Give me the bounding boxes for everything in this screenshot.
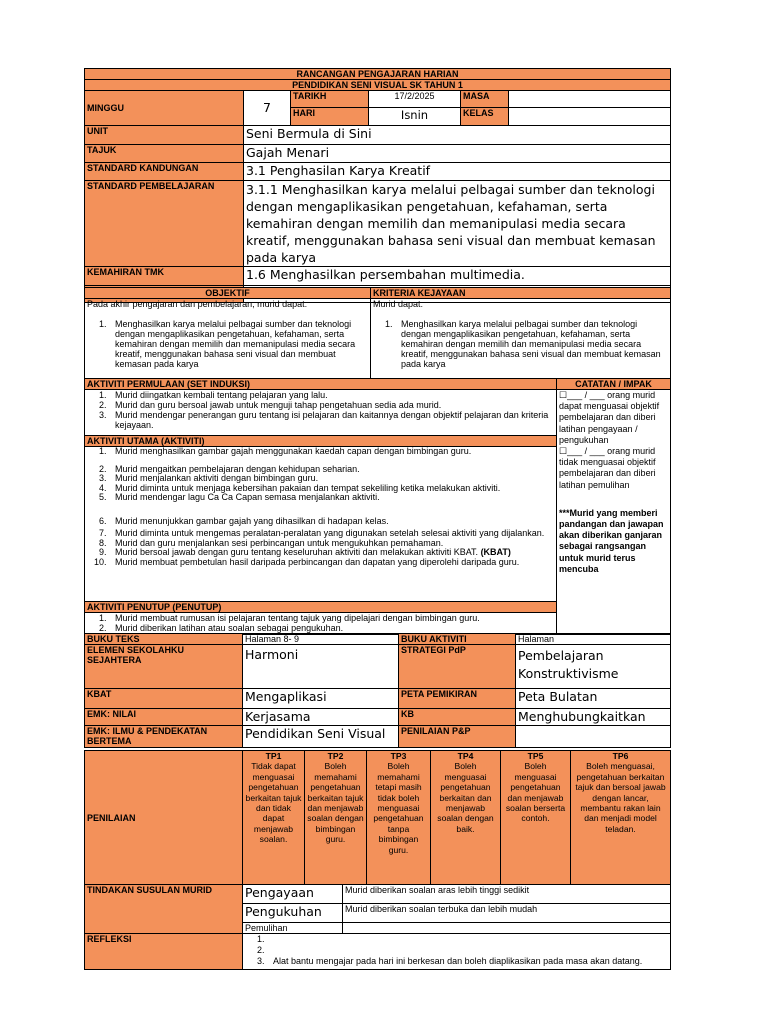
- kbat-tag: (KBAT): [480, 547, 511, 558]
- penilaian-label: PENILAIAN: [85, 751, 243, 885]
- buku-aktiviti-value[interactable]: Halaman: [516, 634, 671, 645]
- tp4-desc: Boleh menguasai pengetahuan berkaitan dan menjawab soalan dengan baik.: [437, 761, 494, 834]
- catatan-body: [557, 390, 671, 635]
- ilmu-value[interactable]: Pendidikan Seni Visual: [243, 726, 399, 748]
- catatan-line2-b: tidak menguasai objektif pembelajaran dan diberi latihan pemulihan: [559, 457, 656, 490]
- utama-item[interactable]: 6. Murid menunjukkan gambar gajah yang dihasilkan di hadapan kelas.: [109, 517, 554, 527]
- refleksi-item[interactable]: [267, 945, 668, 956]
- tp3-desc: Boleh memahami tetapi masih tidak boleh menguasai pengetahuan tanpa bimbingan guru.: [373, 761, 424, 855]
- tarikh-value[interactable]: 17/2/2025: [369, 91, 461, 108]
- tp3-cell[interactable]: [367, 751, 431, 885]
- refleksi-body: [243, 934, 671, 970]
- utama-item[interactable]: 10. Murid membuat pembetulan hasil daripada perbincangan dan dapatan yang diperolehi daripada guru.: [109, 558, 554, 568]
- tmk-label: KEMAHIRAN TMK: [85, 267, 244, 286]
- objektif-item[interactable]: 1. Menghasilkan karya melalui pelbagai sumber dan teknologi dengan mengaplikasikan pengetahuan, kefahaman, serta kemahiran dengan memilih dan memanipulasi media secara kreatif, menggunakan bahasa seni visual dan membuat kemasan pada karya: [109, 319, 368, 369]
- tp2-desc: Boleh memahami pengetahuan berkaitan tajuk dan menjawab soalan dengan bimbingan guru.: [307, 761, 364, 845]
- permulaan-label: AKTIVITI PERMULAAN (SET INDUKSI): [85, 379, 557, 390]
- tp2-name: TP2: [327, 751, 344, 761]
- tp5-name: TP5: [527, 751, 544, 761]
- utama-body: [85, 447, 557, 602]
- utama-item[interactable]: 3. Murid menjalankan aktiviti dengan bimbingan guru.: [109, 474, 554, 484]
- kb-value[interactable]: Menghubungkaitkan: [516, 709, 671, 726]
- tp4-name: TP4: [457, 751, 474, 761]
- catatan-label: CATATAN / IMPAK: [557, 379, 671, 390]
- utama-item[interactable]: 7. Murid diminta untuk mengemas peralatan-peralatan yang digunakan setelah selesai aktiviti yang dijalankan.: [109, 527, 554, 539]
- kriteria-body: [371, 299, 671, 379]
- sp-value[interactable]: 3.1.1 Menghasilkan karya melalui pelbagai sumber dan teknologi dengan mengaplikasikan pengetahuan, kefahaman, serta kemahiran dengan memilih dan memanipulasi media secara kreatif, menggunakan bahasa seni visual dan membuat kemasan pada karya: [244, 181, 671, 267]
- permulaan-item[interactable]: 3. Murid mendengar penerangan guru tentang isi pelajaran dan kaitannya dengan objektif pelajaran dan kriteria kejayaan.: [109, 410, 554, 430]
- catatan-line1-a: ☐___ / ___ orang murid: [559, 390, 656, 400]
- utama-item[interactable]: 8. Murid dan guru menjalankan sesi perbincangan untuk mengukuhkan pemahaman.: [109, 539, 554, 549]
- pemulihan-desc[interactable]: [343, 923, 671, 934]
- sp-label: STANDARD PEMBELAJARAN: [85, 181, 244, 267]
- hari-label: HARI: [291, 108, 369, 126]
- elemen-label: ELEMEN SEKOLAHKU SEJAHTERA: [85, 645, 243, 689]
- kriteria-label: KRITERIA KEJAYAAN: [371, 288, 671, 299]
- catatan-note: ***Murid yang memberi pandangan dan jawapan akan diberikan ganjaran sebagai rangsangan untuk murid terus mencuba: [559, 507, 664, 574]
- plan-title: RANCANGAN PENGAJARAN HARIAN: [85, 69, 671, 80]
- tp5-cell[interactable]: [501, 751, 571, 885]
- objektif-body: [85, 299, 371, 379]
- tindakan-table: [84, 884, 671, 970]
- objektif-label: OBJEKTIF: [85, 288, 371, 299]
- tp2-cell[interactable]: [305, 751, 367, 885]
- tp6-desc: Boleh menguasai, pengetahuan berkaitan tajuk dan bersoal jawab dengan lancar, membantu rakan lain dan menjadi model teladan.: [575, 761, 666, 834]
- kriteria-item[interactable]: 1. Menghasilkan karya melalui pelbagai sumber dan teknologi dengan mengaplikasikan pengetahuan, kefahaman, serta kemahiran dengan memilih dan memanipulasi media secara kreatif, menggunakan bahasa seni visual dan membuat kemasan pada karya: [395, 319, 668, 369]
- hari-value[interactable]: Isnin: [369, 108, 461, 126]
- tajuk-label: TAJUK: [85, 145, 244, 163]
- buku-teks-value[interactable]: Halaman 8- 9: [243, 634, 399, 645]
- kbat-value[interactable]: Mengaplikasi: [243, 689, 399, 709]
- permulaan-item[interactable]: 1. Murid diingatkan kembali tentang pelajaran yang lalu.: [109, 390, 554, 400]
- catatan-line2-a: ☐___ / ___ orang murid: [559, 446, 656, 457]
- penutup-item[interactable]: 2. Murid diberikan latihan atau soalan sebagai pengukuhan.: [109, 623, 668, 633]
- penilaian-pp-label: PENILAIAN P&P: [399, 726, 516, 748]
- objektif-table: [84, 287, 671, 379]
- unit-value[interactable]: Seni Bermula di Sini: [244, 126, 671, 145]
- sk-label: STANDARD KANDUNGAN: [85, 163, 244, 181]
- peta-value[interactable]: Peta Bulatan: [516, 689, 671, 709]
- pengayaan-value[interactable]: Pengayaan: [243, 885, 343, 904]
- utama-item-9-text: Murid bersoal jawab dengan guru tentang keseluruhan aktiviti dan melakukan aktiviti KBAT.: [115, 547, 479, 558]
- penutup-label: AKTIVITI PENUTUP (PENUTUP): [85, 602, 557, 613]
- unit-label: UNIT: [85, 126, 244, 145]
- pengukuhan-desc[interactable]: Murid diberikan soalan terbuka dan lebih mudah: [343, 904, 671, 923]
- masa-value[interactable]: [509, 91, 671, 108]
- tarikh-label: TARIKH: [291, 91, 369, 108]
- tp6-name: TP6: [612, 751, 629, 761]
- tp1-desc: Tidak dapat menguasai pengetahuan berkaitan tajuk dan tidak dapat menjawab soalan.: [245, 761, 302, 845]
- nilai-value[interactable]: Kerjasama: [243, 709, 399, 726]
- masa-label: MASA: [461, 91, 509, 108]
- minggu-label: MINGGU: [85, 91, 244, 126]
- penilaian-table: [84, 750, 671, 885]
- tp4-cell[interactable]: [431, 751, 501, 885]
- tp6-cell[interactable]: [571, 751, 671, 885]
- kb-label: KB: [399, 709, 516, 726]
- kelas-label: KELAS: [461, 108, 509, 126]
- pengayaan-desc[interactable]: Murid diberikan soalan aras lebih tinggi sedikit: [343, 885, 671, 904]
- tp3-name: TP3: [390, 751, 407, 761]
- tajuk-value[interactable]: Gajah Menari: [244, 145, 671, 163]
- bottom-table: [84, 633, 671, 748]
- utama-item[interactable]: 5. Murid mendengar lagu Ca Ca Capan semasa menjalankan aktiviti.: [109, 493, 554, 503]
- tp1-name: TP1: [265, 751, 282, 761]
- tp1-cell[interactable]: [243, 751, 305, 885]
- elemen-value[interactable]: Harmoni: [243, 645, 399, 689]
- pemulihan-value[interactable]: Pemulihan: [243, 923, 343, 934]
- nilai-label: EMK: NILAI: [85, 709, 243, 726]
- objektif-intro: Pada akhir pengajaran dan pembelajaran, murid dapat:: [87, 299, 308, 309]
- permulaan-body: [85, 390, 557, 436]
- aktiviti-table: [84, 378, 671, 635]
- peta-label: PETA PEMIKIRAN: [399, 689, 516, 709]
- permulaan-item[interactable]: 2. Murid dan guru bersoal jawab untuk menguji tahap pengetahuan sedia ada murid.: [109, 400, 554, 410]
- plan-subtitle: PENDIDIKAN SENI VISUAL SK TAHUN 1: [85, 80, 671, 91]
- tindakan-label: TINDAKAN SUSULAN MURID: [85, 885, 243, 934]
- buku-aktiviti-label: BUKU AKTIVITI: [399, 634, 516, 645]
- kriteria-intro: Murid dapat:: [373, 299, 424, 309]
- refleksi-label: REFLEKSI: [85, 934, 243, 970]
- kbat-label: KBAT: [85, 689, 243, 709]
- utama-label: AKTIVITI UTAMA (AKTIVITI): [85, 436, 557, 447]
- kelas-value[interactable]: [509, 108, 671, 126]
- tmk-value[interactable]: 1.6 Menghasilkan persembahan multimedia.: [244, 267, 671, 286]
- utama-item[interactable]: 4. Murid diminta untuk menjaga kebersihan pakaian dan tempat sekeliling ketika melakukan aktiviti.: [109, 484, 554, 494]
- strategi-value[interactable]: Pembelajaran Konstruktivisme: [516, 645, 671, 689]
- strategi-label: STRATEGI PdP: [399, 645, 516, 689]
- buku-teks-label: BUKU TEKS: [85, 634, 243, 645]
- catatan-line1-b: dapat menguasai objektif pembelajaran dan diberi latihan pengayaan / pengukuhan: [559, 401, 660, 445]
- penilaian-pp-value[interactable]: [516, 726, 671, 748]
- minggu-value[interactable]: 7: [244, 91, 291, 126]
- tp5-desc: Boleh menguasai pengetahuan dan menjawab soalan berserta contoh.: [505, 761, 566, 824]
- ilmu-label: EMK: ILMU & PENDEKATAN BERTEMA: [85, 726, 243, 748]
- info-table: [84, 68, 671, 303]
- penutup-item[interactable]: 1. Murid membuat rumusan isi pelajaran tentang tajuk yang dipelajari dengan bimbingan guru.: [109, 613, 668, 623]
- refleksi-item[interactable]: [267, 934, 668, 945]
- utama-item[interactable]: 1. Murid menghasilkan gambar gajah menggunakan kaedah capan dengan bimbingan guru.: [109, 447, 554, 457]
- refleksi-item[interactable]: 3. Alat bantu mengajar pada hari ini berkesan dan boleh diaplikasikan pada masa akan datang.: [267, 956, 668, 967]
- sk-value[interactable]: 3.1 Penghasilan Karya Kreatif: [244, 163, 671, 181]
- pengukuhan-value[interactable]: Pengukuhan: [243, 904, 343, 923]
- utama-item[interactable]: 2. Murid mengaitkan pembelajaran dengan kehidupan seharian.: [109, 465, 554, 475]
- penutup-body: [85, 613, 671, 635]
